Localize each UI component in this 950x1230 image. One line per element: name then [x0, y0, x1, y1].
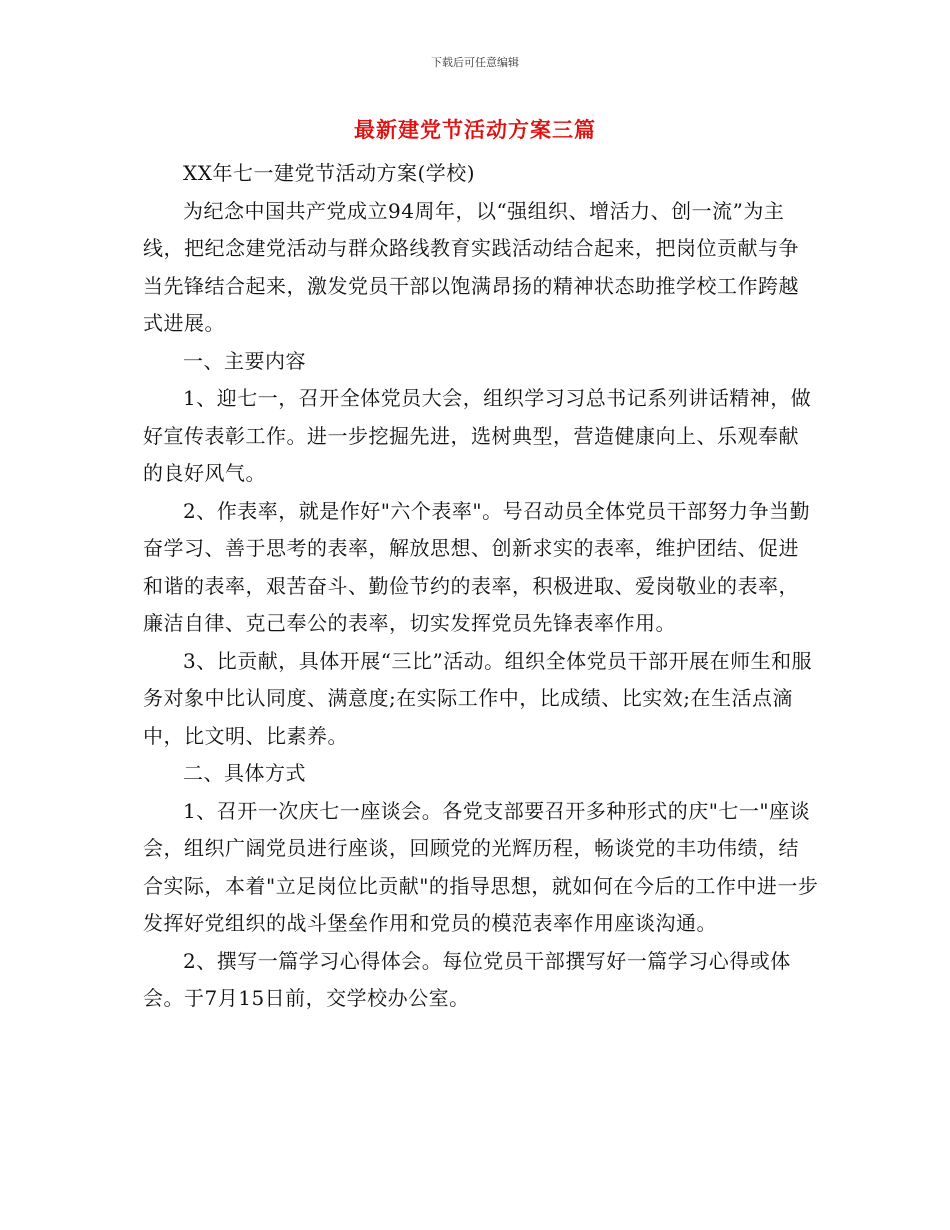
document-body [143, 155, 819, 1018]
paragraph-method-2: 2、撰写一篇学习心得体会。每位党员干部撰写好一篇学习心得或体会。于7月15日前，交学校办公室。 [143, 948, 791, 1010]
paragraph-item-2: 2、作表率，就是作好"六个表率"。号召动员全体党员干部努力争当勤奋学习、善于思考的表率，解放思想、创新求实的表率，维护团结、促进和谐的表率，艰苦奋斗、勤俭节约的表率，积极进取、爱岗敬业的表率，廉洁自律、克己奉公的表率，切实发挥党员先锋表率作用。 [143, 498, 811, 635]
document-title: 最新建党节活动方案三篇 [354, 118, 596, 142]
paragraph-item-1: 1、迎七一，召开全体党员大会，组织学习习总书记系列讲话精神，做好宣传表彰工作。进一步挖掘先进，选树典型，营造健康向上、乐观奉献的良好风气。 [143, 386, 812, 485]
paragraph-subtitle: XX年七一建党节活动方案(学校) [183, 161, 476, 185]
paragraph-intro: 为纪念中国共产党成立94周年，以“强组织、增活力、创一流”为主线，把纪念建党活动与群众路线教育实践活动结合起来，把岗位贡献与争当先锋结合起来，激发党员干部以饱满昂扬的精神状态助推学校工作跨越式进展。 [143, 198, 799, 335]
paragraph-method-1: 1、召开一次庆七一座谈会。各党支部要召开多种形式的庆"七一"座谈会，组织广阔党员进行座谈，回顾党的光辉历程，畅谈党的丰功伟绩，结合实际，本着"立足岗位比贡献"的指导思想，就如何在今后的工作中进一步发挥好党组织的战斗堡垒作用和党员的模范表率作用座谈沟通。 [143, 798, 819, 935]
section-heading-methods: 二、具体方式 [183, 761, 306, 785]
section-heading-main-content: 一、主要内容 [183, 348, 306, 373]
paragraph-item-3: 3、比贡献，具体开展“三比”活动。组织全体党员干部开展在师生和服务对象中比认同度、满意度;在实际工作中，比成绩、比实效;在生活点滴中，比文明、比素养。 [143, 648, 813, 748]
page-header-note: 下载后可任意编辑 [431, 56, 519, 69]
